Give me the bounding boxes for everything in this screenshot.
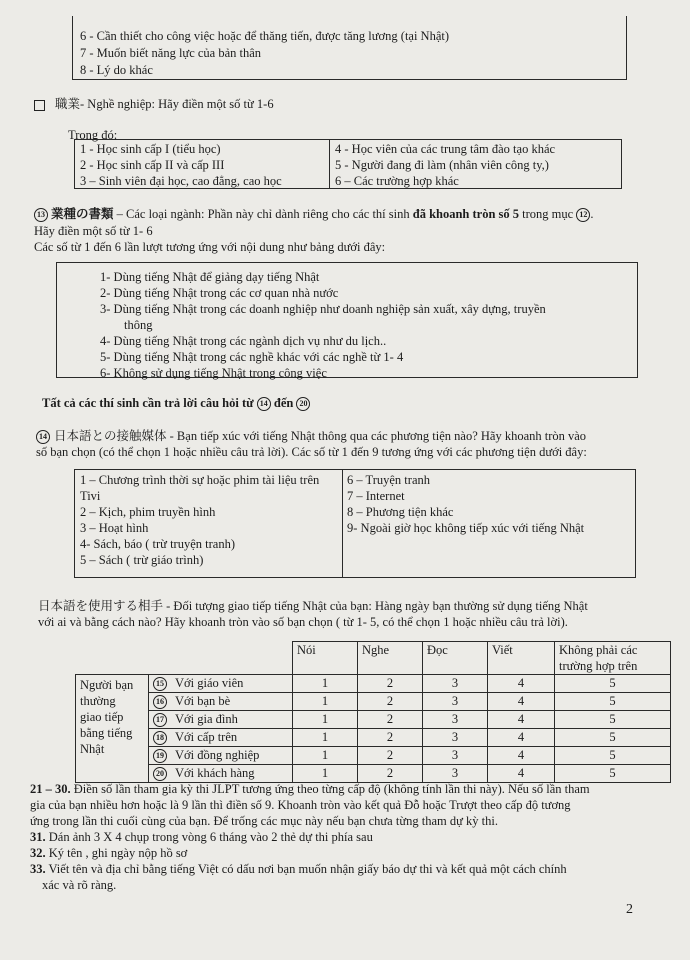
header-other: Không phải các trường hợp trên bbox=[555, 642, 671, 675]
note-21-30: 21 – 30. Điền số lần tham gia kỳ thi JLPT tương ứng theo từng cấp độ (không tính lần thi này). Nếu số lần tham bbox=[30, 782, 590, 796]
media-1-cont: Tivi bbox=[80, 489, 101, 503]
industry-item-3-cont: thông bbox=[124, 318, 153, 332]
note-21-30-c: ứng trong lần thi cuối cùng của bạn. Để trống các mục này nếu bạn chưa từng tham dự kỳ thi. bbox=[30, 814, 498, 828]
media-5: 5 – Sách ( trừ giáo trình) bbox=[80, 553, 204, 567]
media-2: 2 – Kịch, phim truyền hình bbox=[80, 505, 216, 519]
header-nghe: Nghe bbox=[358, 642, 423, 675]
industry-item-3: 3- Dùng tiếng Nhật trong các doanh nghiệp như doanh nghiệp sản xuất, xây dựng, truyền bbox=[100, 302, 546, 316]
media-9: 9- Ngoài giờ học không tiếp xúc với tiếng Nhật bbox=[347, 521, 585, 535]
media-8: 8 – Phương tiện khác bbox=[347, 505, 454, 519]
media-line2: số bạn chọn (có thể chọn 1 hoặc nhiều câu trả lời). Các số từ 1 đến 9 tương ứng với các phương tiện dưới đây: bbox=[36, 445, 587, 459]
trong-do-label: Trong đó: bbox=[68, 128, 118, 142]
reason-6: 6 - Cần thiết cho công việc hoặc để thăng tiến, được tăng lương (tại Nhật) bbox=[80, 29, 450, 43]
number-12-icon: 12 bbox=[576, 208, 590, 222]
reason-7: 7 - Muốn biết năng lực của bản thân bbox=[80, 46, 262, 60]
table-row: 18 Với cấp trên 1 2 3 4 5 bbox=[76, 729, 671, 747]
table-row: 19 Với đồng nghiệp 1 2 3 4 5 bbox=[76, 747, 671, 765]
all-must-answer: Tất cả các thí sinh cần trả lời câu hỏi từ 14 đến 20 bbox=[42, 395, 310, 411]
checkbox-icon bbox=[34, 100, 45, 111]
media-heading: 14 日本語との接触媒体 - Bạn tiếp xúc với tiếng Nhật thông qua các phương tiện nào? Hãy khoanh tròn vào bbox=[36, 428, 586, 444]
industry-line2: Hãy điền một số từ 1- 6 bbox=[34, 224, 153, 238]
media-divider bbox=[342, 469, 343, 578]
number-18-icon: 18 bbox=[153, 731, 167, 745]
row-label: Người bạn thường giao tiếp bằng tiếng Nhật bbox=[76, 675, 149, 783]
header-doc: Đọc bbox=[423, 642, 488, 675]
number-20-icon: 20 bbox=[296, 397, 310, 411]
media-3: 3 – Hoạt hình bbox=[80, 521, 149, 535]
occupation-1: 1 - Học sinh cấp I (tiểu học) bbox=[80, 142, 221, 156]
note-32: 32. Ký tên , ghi ngày nộp hồ sơ bbox=[30, 846, 188, 860]
table-row: 16 Với bạn bè 1 2 3 4 5 bbox=[76, 693, 671, 711]
industry-item-1: 1- Dùng tiếng Nhật để giảng dạy tiếng Nhật bbox=[100, 270, 320, 284]
number-16-icon: 16 bbox=[153, 695, 167, 709]
number-15-icon: 15 bbox=[153, 677, 167, 691]
header-viet: Viết bbox=[488, 642, 555, 675]
partner-header-row bbox=[76, 642, 671, 675]
number-13-icon: 13 bbox=[34, 208, 48, 222]
note-21-30-b: gia của bạn nhiều hơn hoặc là 9 lần thì điền số 9. Khoanh tròn vào kết quả Đỗ hoặc Trượt theo cấp độ tương bbox=[30, 798, 571, 812]
industry-item-4: 4- Dùng tiếng Nhật trong các ngành dịch vụ như du lịch.. bbox=[100, 334, 387, 348]
number-17-icon: 17 bbox=[153, 713, 167, 727]
partner-line2: với ai và bằng cách nào? Hãy khoanh tròn vào số bạn chọn ( từ 1- 5, có thể chọn 1 hoặc nhiều câu trả lời). bbox=[38, 615, 568, 629]
table-row: Người bạn thường giao tiếp bằng tiếng Nhật 15 Với giáo viên 1 2 3 4 5 bbox=[76, 675, 671, 693]
industry-item-5: 5- Dùng tiếng Nhật trong các nghề khác với các nghề từ 1- 4 bbox=[100, 350, 404, 364]
occupation-6: 6 – Các trường hợp khác bbox=[335, 174, 459, 188]
occupation-divider bbox=[329, 139, 330, 189]
industry-item-6: 6- Không sử dụng tiếng Nhật trong công việc bbox=[100, 366, 327, 380]
note-33: 33. Viết tên và địa chỉ bằng tiếng Việt có dấu nơi bạn muốn nhận giấy báo dự thi và kết quả một cách chính bbox=[30, 862, 567, 876]
reason-8: 8 - Lý do khác bbox=[80, 63, 153, 77]
note-31: 31. Dán ảnh 3 X 4 chụp trong vòng 6 tháng vào 2 thẻ dự thi phía sau bbox=[30, 830, 373, 844]
number-14-icon: 14 bbox=[36, 430, 50, 444]
occupation-5: 5 - Người đang đi làm (nhân viên công ty,) bbox=[335, 158, 549, 172]
number-14-icon: 14 bbox=[257, 397, 271, 411]
partner-heading: 日本語を使用する相手 - Đối tượng giao tiếp tiếng Nhật của bạn: Hàng ngày bạn thường sử dụng tiếng Nhật bbox=[38, 599, 588, 613]
industry-heading: 13 業種の書類 – Các loại ngành: Phần này chỉ dành riêng cho các thí sinh đã khoanh tròn số 5 trong mục 12 . bbox=[34, 206, 593, 222]
occupation-3: 3 – Sinh viên đại học, cao đẳng, cao học bbox=[80, 174, 282, 188]
table-row: 17 Với gia đình 1 2 3 4 5 bbox=[76, 711, 671, 729]
industry-item-2: 2- Dùng tiếng Nhật trong các cơ quan nhà nước bbox=[100, 286, 339, 300]
media-4: 4- Sách, báo ( trừ truyện tranh) bbox=[80, 537, 235, 551]
occupation-2: 2 - Học sinh cấp II và cấp III bbox=[80, 158, 225, 172]
media-7: 7 – Internet bbox=[347, 489, 405, 503]
table-row: 20 Với khách hàng 1 2 3 4 5 bbox=[76, 765, 671, 783]
occupation-4: 4 - Học viên của các trung tâm đào tạo khác bbox=[335, 142, 556, 156]
partner-table bbox=[75, 641, 671, 783]
header-noi: Nói bbox=[293, 642, 358, 675]
page-number: 2 bbox=[626, 902, 633, 917]
number-20-icon: 20 bbox=[153, 767, 167, 781]
number-19-icon: 19 bbox=[153, 749, 167, 763]
note-33-b: xác và rõ ràng. bbox=[42, 878, 117, 892]
media-1: 1 – Chương trình thời sự hoặc phim tài liệu trên bbox=[80, 473, 320, 487]
occupation-heading: 職業- Nghề nghiệp: Hãy điền một số từ 1-6 bbox=[34, 96, 274, 112]
industry-line3: Các số từ 1 đến 6 lần lượt tương ứng với nội dung như bảng dưới đây: bbox=[34, 240, 386, 254]
media-6: 6 – Truyện tranh bbox=[347, 473, 430, 487]
